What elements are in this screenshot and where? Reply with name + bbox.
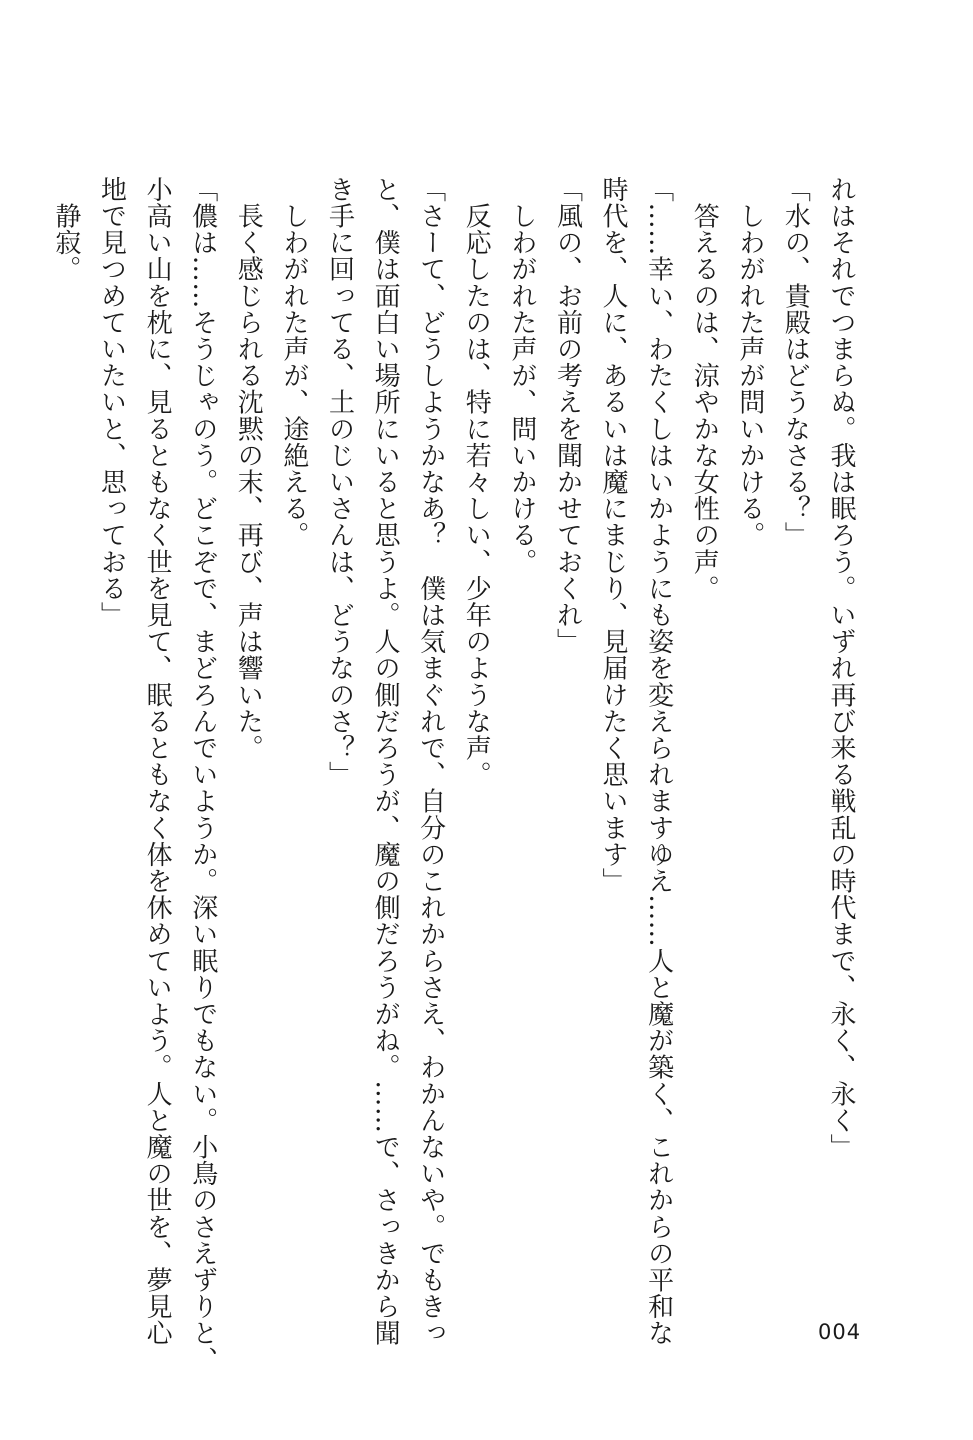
text-line: しわがれた声が、途絶える。: [278, 176, 309, 549]
page-number: 004: [818, 1320, 862, 1344]
text-line: 「……幸い、わたくしはいかようにも姿を変えられますゆえ……人と魔が築く、これからの平和な: [643, 176, 674, 1347]
text-line: 地で見つめていたいと、思っておる」: [96, 176, 127, 629]
text-line: き手に回ってる、土のじいさんは、どうなのさ？」: [324, 176, 355, 788]
text-line: 「風の、お前の考えを聞かせておくれ」: [552, 176, 583, 655]
text-line: 反応したのは、特に若々しい、少年のような声。: [461, 176, 492, 788]
text-line: と、僕は面白い場所にいると思うよ。人の側だろうが、魔の側だろうがね。……で、さっきから聞: [370, 176, 401, 1347]
text-line: 静寂。: [50, 176, 81, 283]
text-line: 「さーて、どうしようかなあ？ 僕は気まぐれで、自分のこれからさえ、わかんないや。でもきっ: [415, 176, 446, 1347]
text-line: しわがれた声が問いかける。: [734, 176, 765, 549]
text-line: しわがれた声が、問いかける。: [506, 176, 537, 575]
text-line: 時代を、人に、あるいは魔にまじり、見届けたく思います」: [598, 176, 629, 895]
text-line: 「水の、貴殿はどうなさる？」: [780, 176, 811, 549]
text-line: れはそれでつまらぬ。我は眠ろう。いずれ再び来る戦乱の時代まで、永く、永く」: [826, 176, 856, 1161]
text-line: 長く感じられる沈黙の末、再び、声は響いた。: [233, 176, 264, 762]
text-line: 答えるのは、涼やかな女性の声。: [689, 176, 720, 602]
text-line: 小高い山を枕に、見るともなく世を見て、眠るともなく体を休めていよう。人と魔の世を、夢見心: [142, 176, 173, 1347]
text-line: 「儂は……そうじゃのう。どこぞで、まどろんでいようか。深い眠りでもない。小鳥のさえずりと、: [187, 176, 218, 1373]
